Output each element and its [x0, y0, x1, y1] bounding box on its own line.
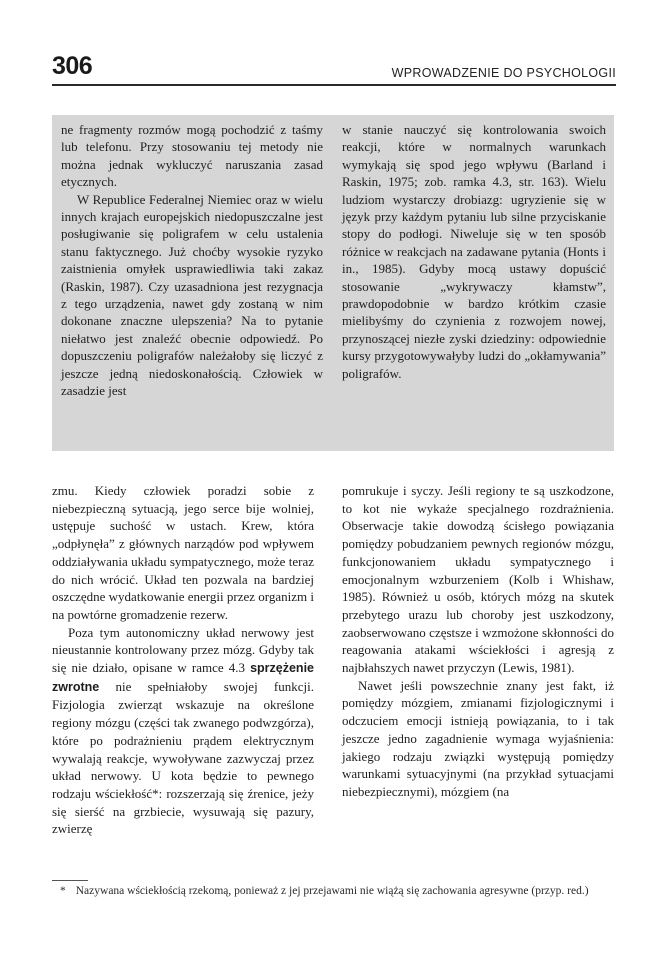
box-paragraph: w stanie nauczyć się kontrolowania swoich reakcji, które w normalnych warunkach wymykają się spod jego wpływu (Barland i Raskin, 1975; zob. ramka 4.3, str. 163). Wielu ludziom wystarczy drobiazg: ugryzienie się w język przy każdym pytaniu lub silne przyciskanie stopy do podłogi. Niweluje się w ten sposób różnice w reakcjach na zadawane pytania (Honts i in., 1985). Gdyby mocą ustawy dopuścić stosowanie „wykrywaczy kłamstw”, prawdopodobnie w bardzo krótkim czasie mielibyśmy do czynienia z rozwojem nowej, przynoszącej niezłe zyski dziedziny: odpowiednie kursy przygotowywałyby ludzi do „okłamywania” poligrafów.	[342, 122, 606, 381]
paragraph-text: nie spełniałoby swojej funkcji. Fizjologia zwierząt wskazuje na określone regiony mózgu (części tak zwanego podwzgórza), które po podrażnieniu prądem elektrycznym wywalają reakcje, wywoływane zazwyczaj przez układ nerwowy. U kota będzie to pewnego rodzaju wściekłość*: rozszerzają się źrenice, jeży się sierść na grzbiecie, wysuwają się pazury, zwierzę	[52, 678, 314, 837]
box-left-column	[61, 121, 323, 400]
footnote-rule	[52, 880, 88, 881]
body-paragraph: Nawet jeśli powszechnie znany jest fakt, iż pomiędzy mózgiem, zmianami fizjologicznymi i odczuciem emocji istnieją powiązania, to i tak jeszcze jedno zagadnienie wymaga wyjaśnienia: jakiego rodzaju związki występują pomiędzy warunkami sytuacyjnymi (na przykład sytuacjami niebezpiecznymi), mózgiem (na	[342, 677, 614, 799]
paragraph-text: Poza tym autonomiczny układ nerwowy jest nieustannie kontrolowany przez mózg. Gdyby tak się nie działo, opisane w ramce 4.3	[52, 624, 314, 676]
body-paragraph: pomrukuje i syczy. Jeśli regiony te są uszkodzone, to kot nie wykaże specjalnego rozdrażnienia. Obserwacje takie dowodzą ścisłego powiązania pomiędzy pobudzaniem pewnych regionów mózgu, funkcjonowaniem układu sympatycznego i emocjonalnym wzburzeniem (Kolb i Whishaw, 1985). Również u osób, których mózg na skutek przebytego urazu lub choroby jest uszkodzony, zaobserwowano częstsze i wzmożone skłonności do reagowania atakami wściekłości i agresją z najbłahszych nawet przyczyn (Lewis, 1981).	[342, 483, 614, 676]
body-paragraph	[52, 624, 314, 838]
footnote-text: Nazywana wściekłością rzekomą, ponieważ z jej przejawami nie wiążą się zachowania agresywne (przyp. red.)	[75, 885, 589, 897]
footnote-mark: *	[60, 885, 66, 897]
running-head: WPROWADZENIE DO PSYCHOLOGII	[391, 66, 616, 80]
footnote	[52, 884, 618, 899]
box-paragraph: ne fragmenty rozmów mogą pochodzić z taśmy lub telefonu. Przy stosowaniu tej metody nie można jednak wykluczyć naruszania zasad etycznych.	[61, 122, 323, 190]
body-left-column	[52, 482, 314, 838]
header-rule	[52, 84, 616, 86]
page-number: 306	[52, 52, 93, 80]
box-right-column	[342, 121, 606, 382]
body-paragraph: zmu. Kiedy człowiek poradzi sobie z niebezpieczną sytuacją, jego serce bije wolniej, ustępuje suchość w ustach. Krew, która „odpłynęła” z głównych narządów pod wpływem oddziaływania układu sympatycznego, może teraz do nich wrócić. Układ ten pozwala na bardziej oszczędne wydatkowanie energii przez organizm i na powtórne gromadzenie rezerw.	[52, 483, 314, 622]
body-right-column	[342, 482, 614, 801]
bold-term: sprzężenie zwrotne	[52, 661, 314, 694]
box-paragraph: W Republice Federalnej Niemiec oraz w wielu innych krajach europejskich niedopuszczalne jest posługiwanie się poligrafem w celu ustalenia stanu faktycznego. Już choćby wysokie ryzyko zaistnienia omyłek usprawiedliwia taki zakaz (Raskin, 1987). Czy uzasadniona jest rezygnacja z tego urządzenia, nawet gdy zostaną w nim dokonane znaczne ulepszenia? Na to pytanie niełatwo jest znaleźć obecnie odpowiedź. Po dopuszczeniu poligrafów należałoby się liczyć z jeszcze jedną niedoskonałością. Człowiek w zasadzie jest	[61, 191, 323, 399]
